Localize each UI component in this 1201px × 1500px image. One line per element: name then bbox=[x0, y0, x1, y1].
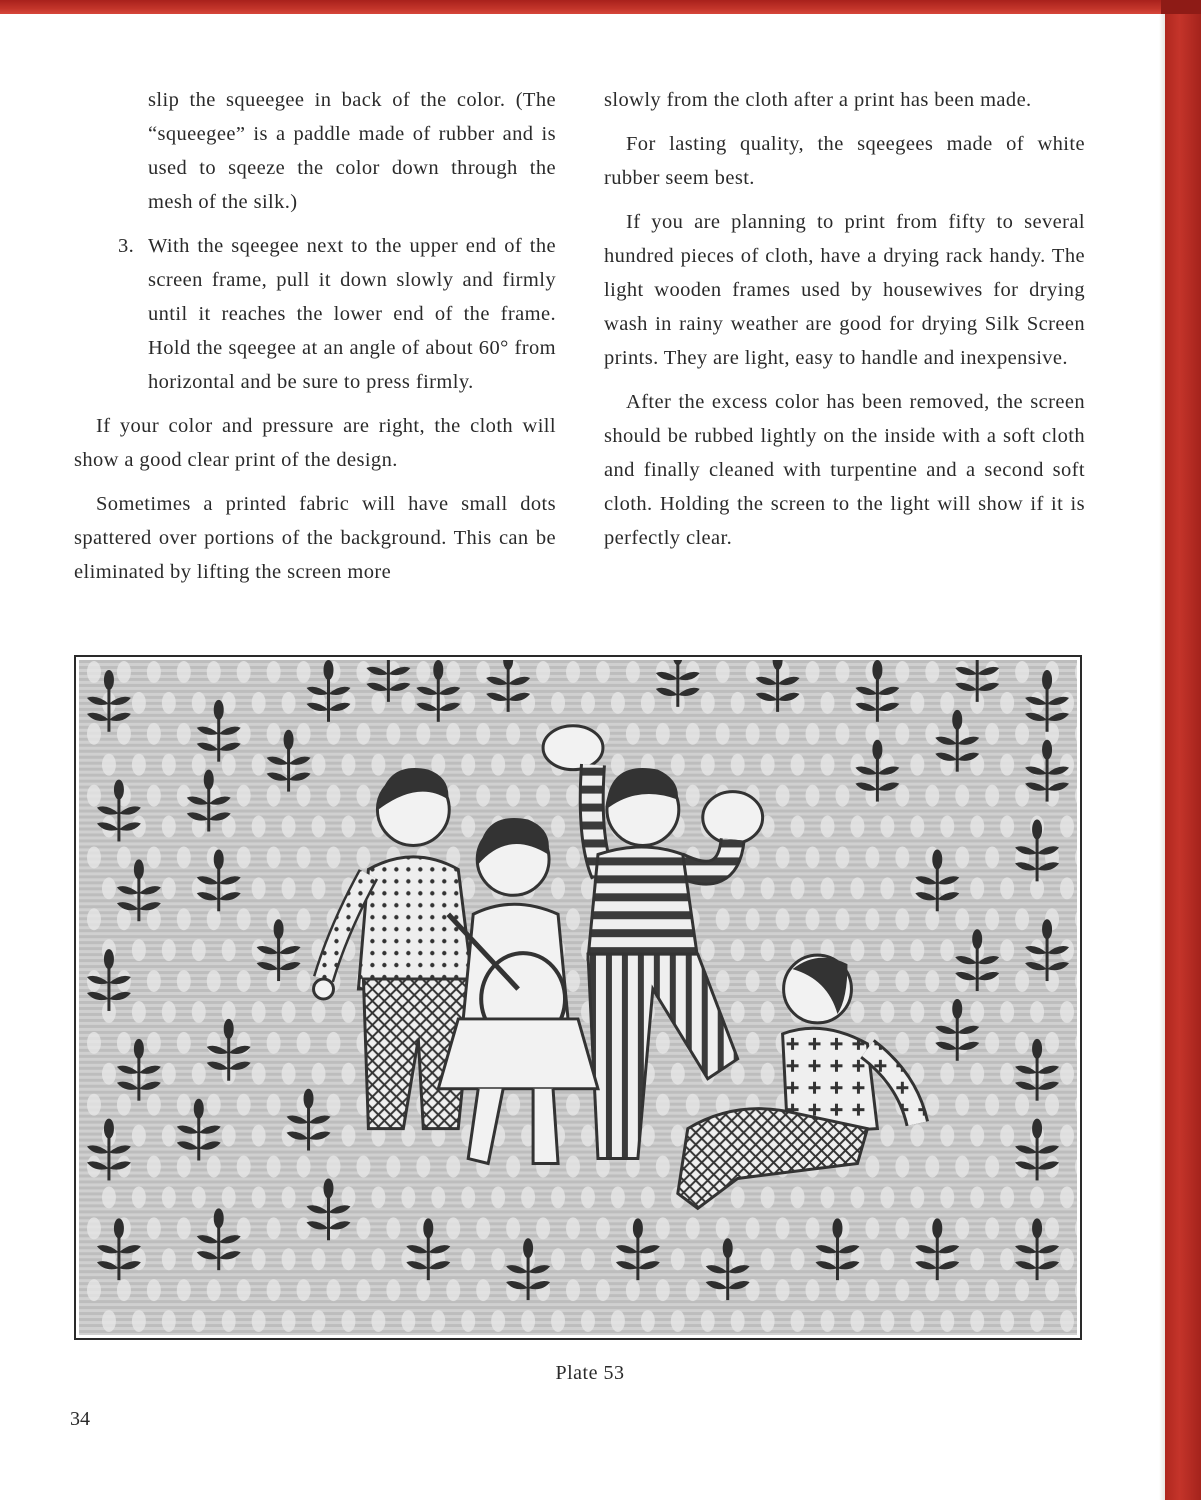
step-3 bbox=[74, 229, 556, 399]
plate-caption: Plate 53 bbox=[555, 1362, 625, 1384]
left-text-column bbox=[74, 83, 556, 599]
right-paragraph-3: After the excess color has been removed, the screen should be rubbed lightly on the inside with a soft cloth and finally cleaned with turpentine and a second soft cloth. Holding the screen to the light will show if it is perfectly clear. bbox=[604, 391, 1085, 549]
page-number: 34 bbox=[70, 1408, 90, 1430]
right-continuation: slowly from the cloth after a print has been made. bbox=[604, 89, 1032, 111]
left-paragraph-1: If your color and pressure are right, the cloth will show a good clear print of the design. bbox=[74, 415, 556, 471]
right-paragraph-1: For lasting quality, the sqeegees made of white rubber seem best. bbox=[604, 133, 1085, 189]
right-paragraph-2: If you are planning to print from fifty to several hundred pieces of cloth, have a drying rack handy. The light wooden frames used by housewives for drying wash in rainy weather are good for drying Silk Screen prints. They are light, easy to handle and inexpensive. bbox=[604, 211, 1085, 369]
right-text-column bbox=[604, 83, 1085, 565]
printed-fabric-image bbox=[79, 660, 1077, 1335]
plate-illustration bbox=[74, 655, 1082, 1340]
step-number: 3. bbox=[118, 235, 135, 257]
left-paragraph-2: Sometimes a printed fabric will have small dots spattered over portions of the background. This can be eliminated by lifting the screen more bbox=[74, 493, 556, 583]
left-continuation: slip the squeegee in back of the color. (The “squeegee” is a paddle made of rubber and is used to sqeeze the color down through the mesh of the silk.) bbox=[148, 89, 556, 213]
step-text: With the sqeegee next to the upper end of the screen frame, pull it down slowly and firmly until it reaches the lower end of the frame. Hold the sqeegee at an angle of about 60° from horizontal and be sure to press firmly. bbox=[148, 235, 556, 393]
book-top-edge bbox=[0, 0, 1201, 14]
book-binding-edge bbox=[1165, 14, 1201, 1500]
